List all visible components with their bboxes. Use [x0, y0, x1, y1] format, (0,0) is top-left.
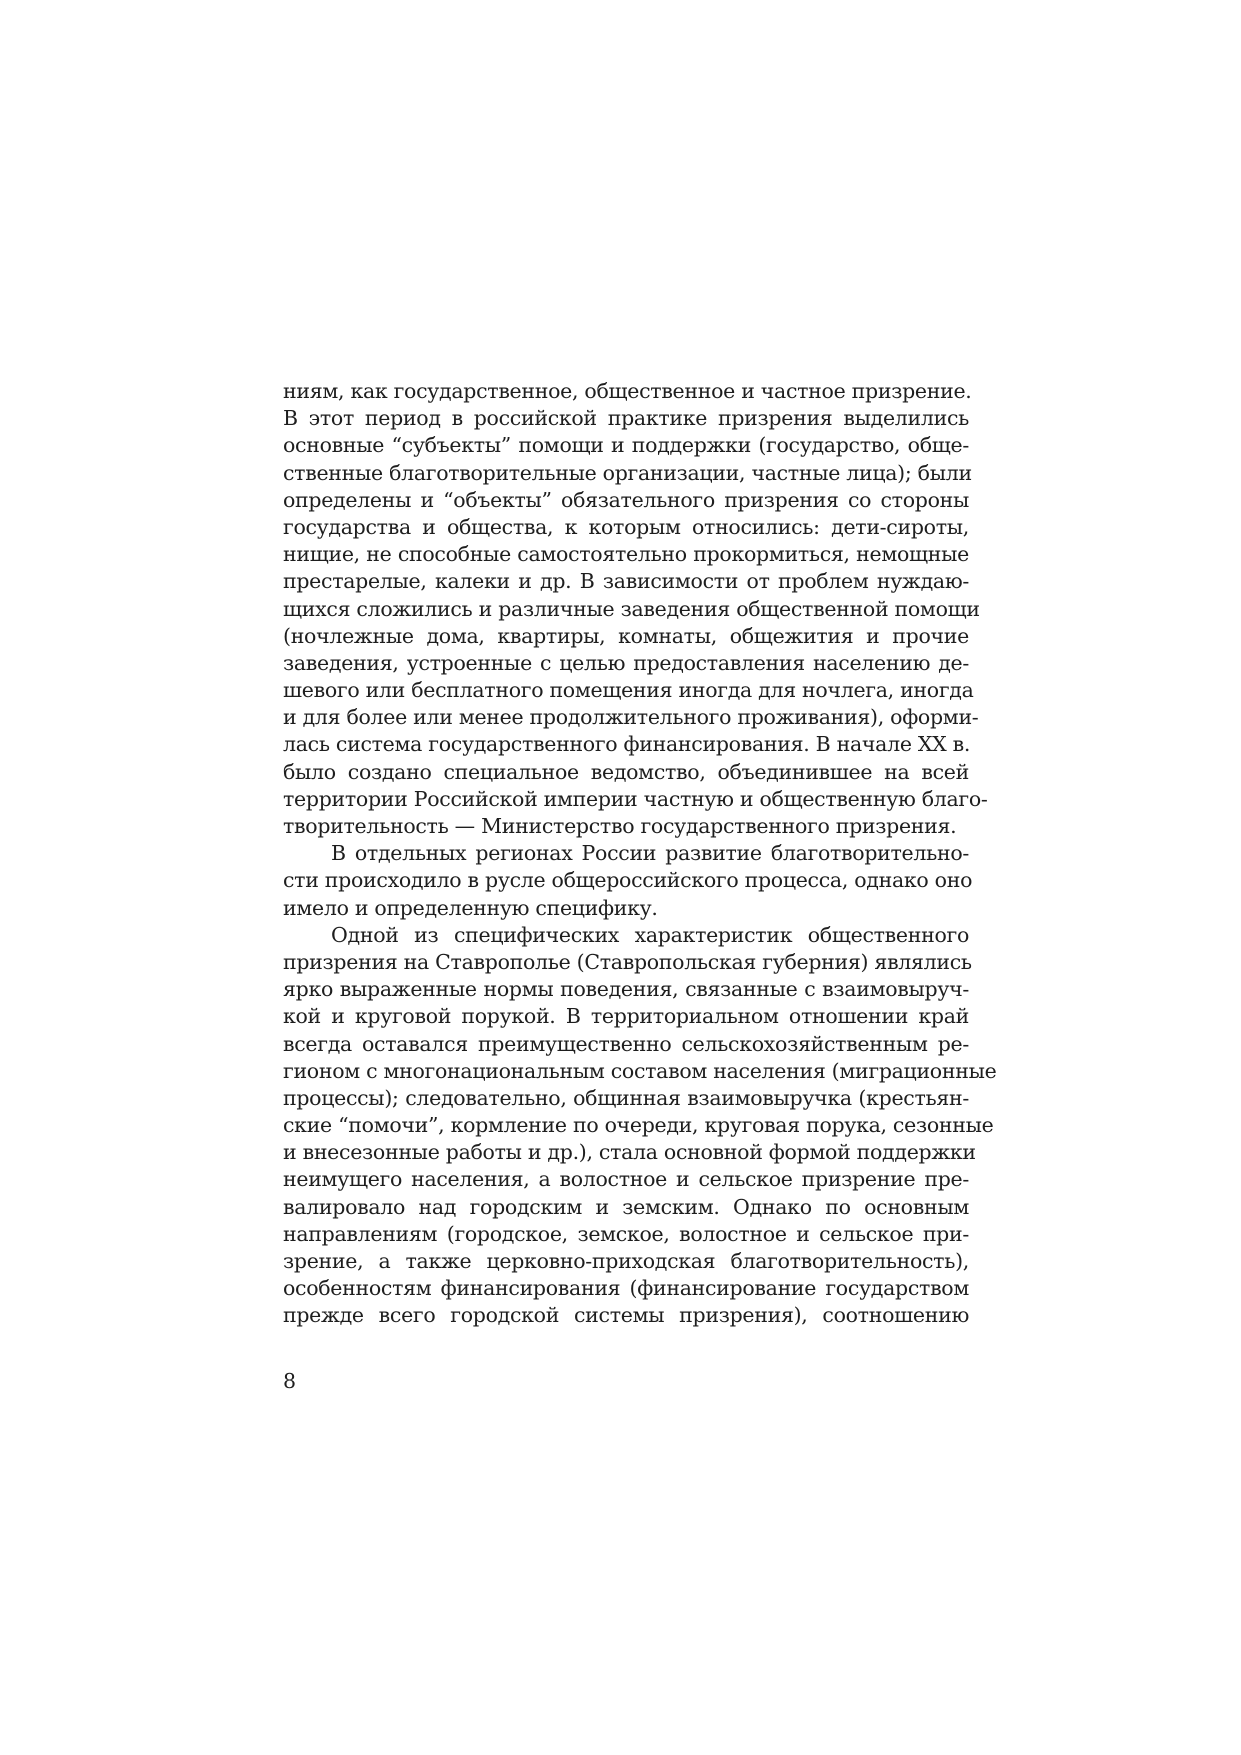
- text-line: кой и круговой порукой. В территориальном отношении край: [283, 1004, 969, 1029]
- text-line: В этот период в российской практике призрения выделились: [283, 406, 969, 431]
- text-line: особенностям финансирования (финансирование государством: [283, 1276, 969, 1301]
- text-line: лась система государственного финансирования. В начале XX в.: [283, 732, 971, 757]
- text-line: имело и определенную специфику.: [283, 895, 658, 920]
- text-line: ярко выраженные нормы поведения, связанные с взаимовыруч-: [283, 977, 969, 1002]
- text-line: призрения на Ставрополье (Ставропольская губерния) являлись: [283, 949, 972, 974]
- text-line: заведения, устроенные с целью предоставления населению де-: [283, 650, 969, 675]
- text-line: и для более или менее продолжительного проживания), оформи-: [283, 705, 979, 730]
- text-line: щихся сложились и различные заведения общественной помощи: [283, 596, 980, 621]
- page-number: 8: [283, 1369, 297, 1393]
- text-line: определены и “объекты” обязательного призрения со стороны: [283, 487, 969, 512]
- paragraph-2: [283, 840, 973, 922]
- text-line: и внесезонные работы и др.), стала основной формой поддержки: [283, 1140, 976, 1165]
- text-line: прежде всего городской системы призрения), соотношению: [283, 1303, 969, 1328]
- body-text: [283, 378, 997, 1330]
- text-line: направлениям (городское, земское, волостное и сельское при-: [283, 1221, 969, 1246]
- text-line: процессы); следовательно, общинная взаимовыручка (крестьян-: [283, 1085, 969, 1110]
- text-line: Одной из специфических характеристик общественного: [331, 922, 969, 947]
- text-line: зрение, а также церковно-приходская благотворительность),: [283, 1249, 969, 1273]
- text-line: всегда оставался преимущественно сельскохозяйственным ре-: [283, 1031, 969, 1056]
- text-line: сти происходило в русле общероссийского процесса, однако оно: [283, 868, 973, 893]
- text-line: валировало над городским и земским. Однако по основным: [283, 1194, 969, 1219]
- text-line: нищие, не способные самостоятельно прокормиться, немощные: [283, 542, 969, 567]
- text-line: шевого или бесплатного помещения иногда для ночлега, иногда: [283, 678, 974, 703]
- text-line: (ночлежные дома, квартиры, комнаты, общежития и прочие: [283, 623, 969, 648]
- text-line: государства и общества, к которым относились: дети-сироты,: [283, 514, 969, 539]
- text-line: основные “субъекты” помощи и поддержки (государство, обще-: [283, 433, 969, 458]
- text-line: ственные благотворительные организации, частные лица); были: [283, 460, 972, 485]
- text-line: территории Российской империи частную и общественную благо-: [283, 786, 988, 811]
- text-line: ские “помочи”, кормление по очереди, круговая порука, сезонные: [283, 1113, 994, 1138]
- text-line: творительность — Министерство государственного призрения.: [283, 814, 957, 838]
- text-line: гионом с многонациональным составом населения (миграционные: [283, 1058, 997, 1083]
- text-line: ниям, как государственное, общественное и частное призрение.: [283, 379, 972, 403]
- text-line: престарелые, калеки и др. В зависимости от проблем нуждаю-: [283, 569, 969, 594]
- text-line: неимущего населения, а волостное и сельское призрение пре-: [283, 1167, 969, 1192]
- paragraph-1: [283, 378, 988, 840]
- text-line: было создано специальное ведомство, объединившее на всей: [283, 759, 969, 784]
- paragraph-3: [283, 922, 997, 1330]
- text-line: В отдельных регионах России развитие благотворительно-: [331, 841, 969, 866]
